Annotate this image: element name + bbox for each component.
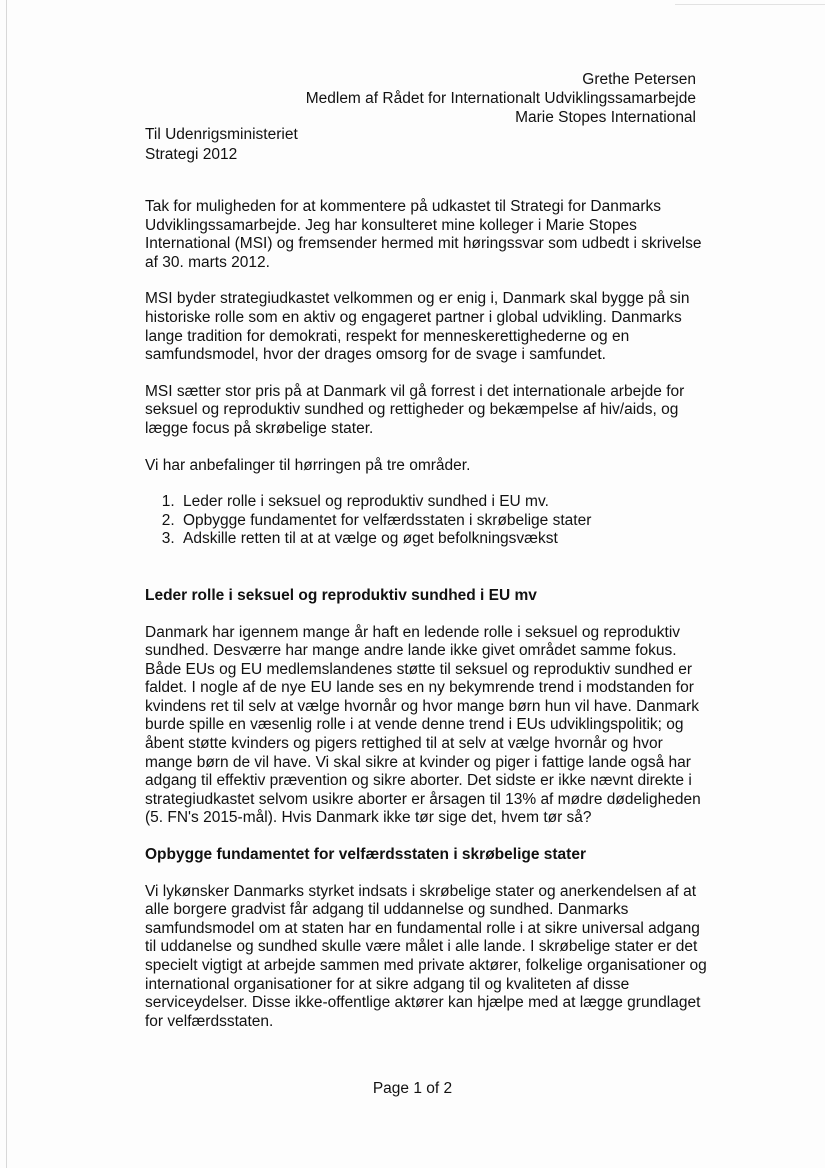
scan-edge-top bbox=[675, 4, 825, 5]
section-text-leadership: Danmark har igennem mange år haft en ledende rolle i seksuel og reproduktiv sundhed. Desværre har mange andre lande ikke givet området samme fokus. Både EUs og EU medlemslandenes støtte til seksuel og reproduktiv sundhed er faldet. I nogle af de nye EU lande ses en ny bekymrende trend i modstanden for kvindens ret til selv at vælge hvornår og hvor mange børn hun vil have. Danmark burde spille en væsenlig rolle i at vende denne trend i EUs udviklingspolitik; og åbent støtte kvinders og pigers rettighed til at selv at vælge hvornår og hvor mange børn de vil have. Vi skal sikre at kvinder og piger i fattige lande også har adgang til effektiv prævention og sikre aborter. Det sidste er ikke nævnt direkte i strategiudkastet selvom usikre aborter er årsagen til 13% af mødre dødeligheden (5. FN's 2015-mål). Hvis Danmark ikke tør sige det, hvem tør så? bbox=[145, 623, 701, 827]
list-item: 1. Leder rolle i seksuel og reproduktiv sundhed i EU mv. bbox=[179, 493, 710, 512]
scan-edge-left bbox=[6, 0, 7, 1168]
sender-role: Medlem af Rådet for Internationalt Udviklingssamarbejde bbox=[305, 90, 696, 107]
section-text-welfare: Vi lykønsker Danmarks styrket indsats i skrøbelige stater og anerkendelsen af at alle borgere gradvist får adgang til uddannelse og sundhed. Danmarks samfundsmodel om at staten har en fundamental rolle i at sikre universal adgang til uddanelse og sundhed skulle være målet i alle lande. I skrøbelige stater er det specielt vigtigt at arbejde sammen med private aktører, folkelige organisationer og international organisationer for at sikre adgang til og kvaliteten af disse serviceydelser. Disse ikke-offentlige aktører kan hjælpe med at lægge grundlaget for velfærdsstaten. bbox=[145, 882, 707, 1030]
sender-name: Grethe Petersen bbox=[582, 71, 696, 88]
paragraph-intro: Tak for muligheden for at kommentere på udkastet til Strategi for Danmarks Udviklingssamarbejde. Jeg har konsulteret mine kolleger i Marie Stopes International (MSI) og fremsender hermed mit høringssvar som udbedt i skrivelse af 30. marts 2012. bbox=[145, 198, 702, 271]
list-item: 2. Opbygge fundamentet for velfærdsstaten i skrøbelige stater bbox=[179, 512, 710, 531]
paragraph-welcome: MSI byder strategiudkastet velkommen og er enig i, Danmark skal bygge på sin historiske rolle som en aktiv og engageret partner i global udvikling. Danmarks lange tradition for demokrati, respekt for menneskerettighederne og en samfundsmodel, hvor der drages omsorg for de svage i samfundet. bbox=[145, 290, 690, 364]
section-heading-leadership: Leder rolle i seksuel og reproduktiv sundhed i EU mv bbox=[145, 586, 537, 604]
recipient-block bbox=[145, 125, 298, 164]
paragraph-appreciation: MSI sætter stor pris på at Danmark vil gå forrest i det internationale arbejde for seksuel og reproduktiv sundhed og rettigheder og bekæmpelse af hiv/aids, og lægge focus på skrøbelige stater. bbox=[145, 382, 685, 437]
list-item: 3. Adskille retten til at at vælge og øget befolkningsvækst bbox=[179, 530, 710, 549]
recommendations-list bbox=[145, 493, 710, 549]
letter-body bbox=[145, 198, 710, 1049]
sender-block bbox=[306, 70, 696, 127]
paragraph-recommendations-intro: Vi har anbefalinger til hørringen på tre områder. bbox=[145, 456, 471, 474]
page-number: Page 1 of 2 bbox=[372, 1080, 453, 1097]
sender-organisation: Marie Stopes International bbox=[515, 109, 696, 126]
recipient-subject: Strategi 2012 bbox=[145, 145, 238, 163]
recipient-to: Til Udenrigsministeriet bbox=[145, 126, 298, 143]
section-heading-welfare: Opbygge fundamentet for velfærdsstaten i skrøbelige stater bbox=[145, 846, 586, 864]
